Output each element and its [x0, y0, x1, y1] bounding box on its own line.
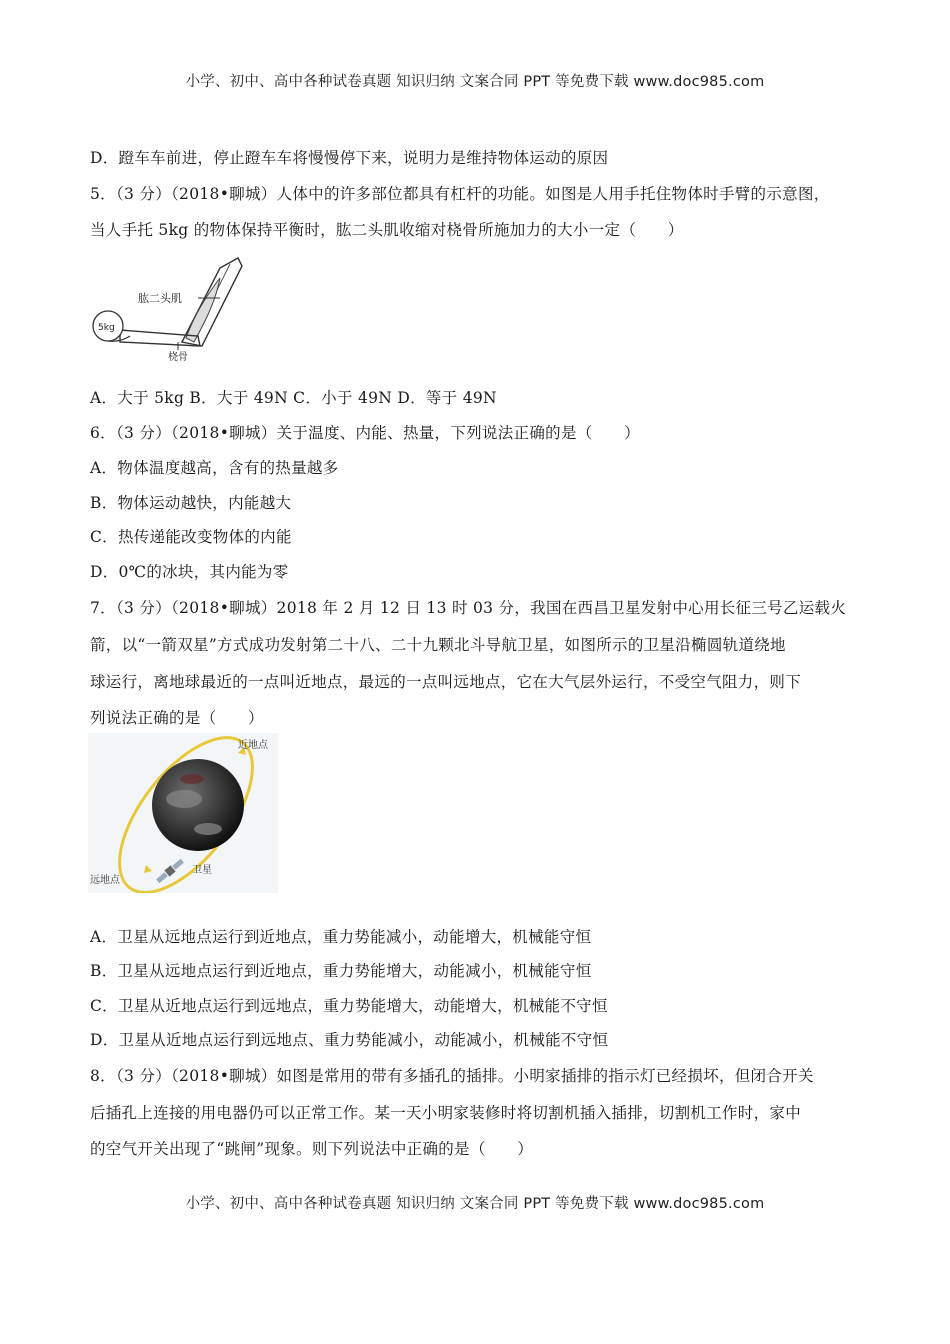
earth-land [180, 774, 204, 784]
q5-stem-line-1: 5．（3 分）（2018•聊城）人体中的许多部位都具有杠杆的功能。如图是人用手托住物体时手臂的示意图， [90, 185, 830, 203]
page-footer: 小学、初中、高中各种试卷真题 知识归纳 文案合同 PPT 等免费下载 www.doc985.com [185, 1196, 765, 1212]
satellite-orbit-figure [88, 733, 278, 893]
q8-stem-line-3: 的空气开关出现了“跳闸”现象。则下列说法中正确的是（ ） [90, 1140, 534, 1158]
q7-option-c: C．卫星从近地点运行到远地点，重力势能增大，动能增大，机械能不守恒 [90, 997, 608, 1015]
q7-stem-line-3: 球运行，离地球最近的一点叫近地点，最远的一点叫远地点，它在大气层外运行，不受空气阻力，则下 [90, 673, 802, 691]
biceps-muscle [186, 278, 220, 342]
weight-mass-label: 5kg [98, 323, 115, 333]
q7-option-d: D．卫星从近地点运行到远地点、重力势能减小，动能减小，机械能不守恒 [90, 1031, 609, 1049]
q7-stem-line-1: 7．（3 分）（2018•聊城）2018 年 2 月 12 日 13 时 03 分，我国在西昌卫星发射中心用长征三号乙运载火 [90, 599, 847, 617]
q8-stem-line-1: 8．（3 分）（2018•聊城）如图是常用的带有多插孔的插排。小明家插排的指示灯已经损坏，但闭合开关 [90, 1067, 814, 1085]
q7-stem-line-2: 箭，以“一箭双星”方式成功发射第二十八、二十九颗北斗导航卫星，如图所示的卫星沿椭圆轨道绕地 [90, 636, 786, 654]
perigee-label: 近地点 [238, 740, 268, 751]
q5-stem-line-2: 当人手托 5kg 的物体保持平衡时，肱二头肌收缩对桡骨所施加力的大小一定（ ） [90, 221, 684, 239]
q7-option-a: A．卫星从远地点运行到近地点，重力势能减小，动能增大，机械能守恒 [90, 928, 592, 946]
q6-option-d: D．0℃的冰块，其内能为零 [90, 563, 289, 581]
q8-stem-line-2: 后插孔上连接的用电器仍可以正常工作。某一天小明家装修时将切割机插入插排，切割机工作时，家中 [90, 1104, 802, 1122]
biceps-label: 肱二头肌 [138, 292, 182, 305]
earth-cloud-2 [194, 823, 222, 835]
q5-options: A．大于 5kg B．大于 49N C．小于 49N D．等于 49N [90, 389, 497, 407]
satellite-label: 卫星 [192, 865, 212, 876]
q6-option-c: C．热传递能改变物体的内能 [90, 528, 292, 546]
q6-option-a: A．物体温度越高，含有的热量越多 [90, 459, 339, 477]
q7-stem-line-4: 列说法正确的是（ ） [90, 709, 264, 727]
radius-label: 桡骨 [168, 352, 188, 363]
apogee-label: 远地点 [90, 875, 120, 886]
earth [152, 759, 244, 851]
q6-option-b: B．物体运动越快，内能越大 [90, 494, 292, 512]
q4-option-d: D．蹬车车前进，停止蹬车车将慢慢停下来，说明力是维持物体运动的原因 [90, 149, 609, 167]
arm-lever-figure [90, 250, 250, 365]
q6-stem: 6．（3 分）（2018•聊城）关于温度、内能、热量，下列说法正确的是（ ） [90, 424, 640, 442]
q7-option-b: B．卫星从远地点运行到近地点，重力势能增大，动能减小，机械能守恒 [90, 962, 592, 980]
page-header: 小学、初中、高中各种试卷真题 知识归纳 文案合同 PPT 等免费下载 www.doc985.com [185, 74, 765, 90]
earth-cloud-1 [166, 790, 202, 808]
